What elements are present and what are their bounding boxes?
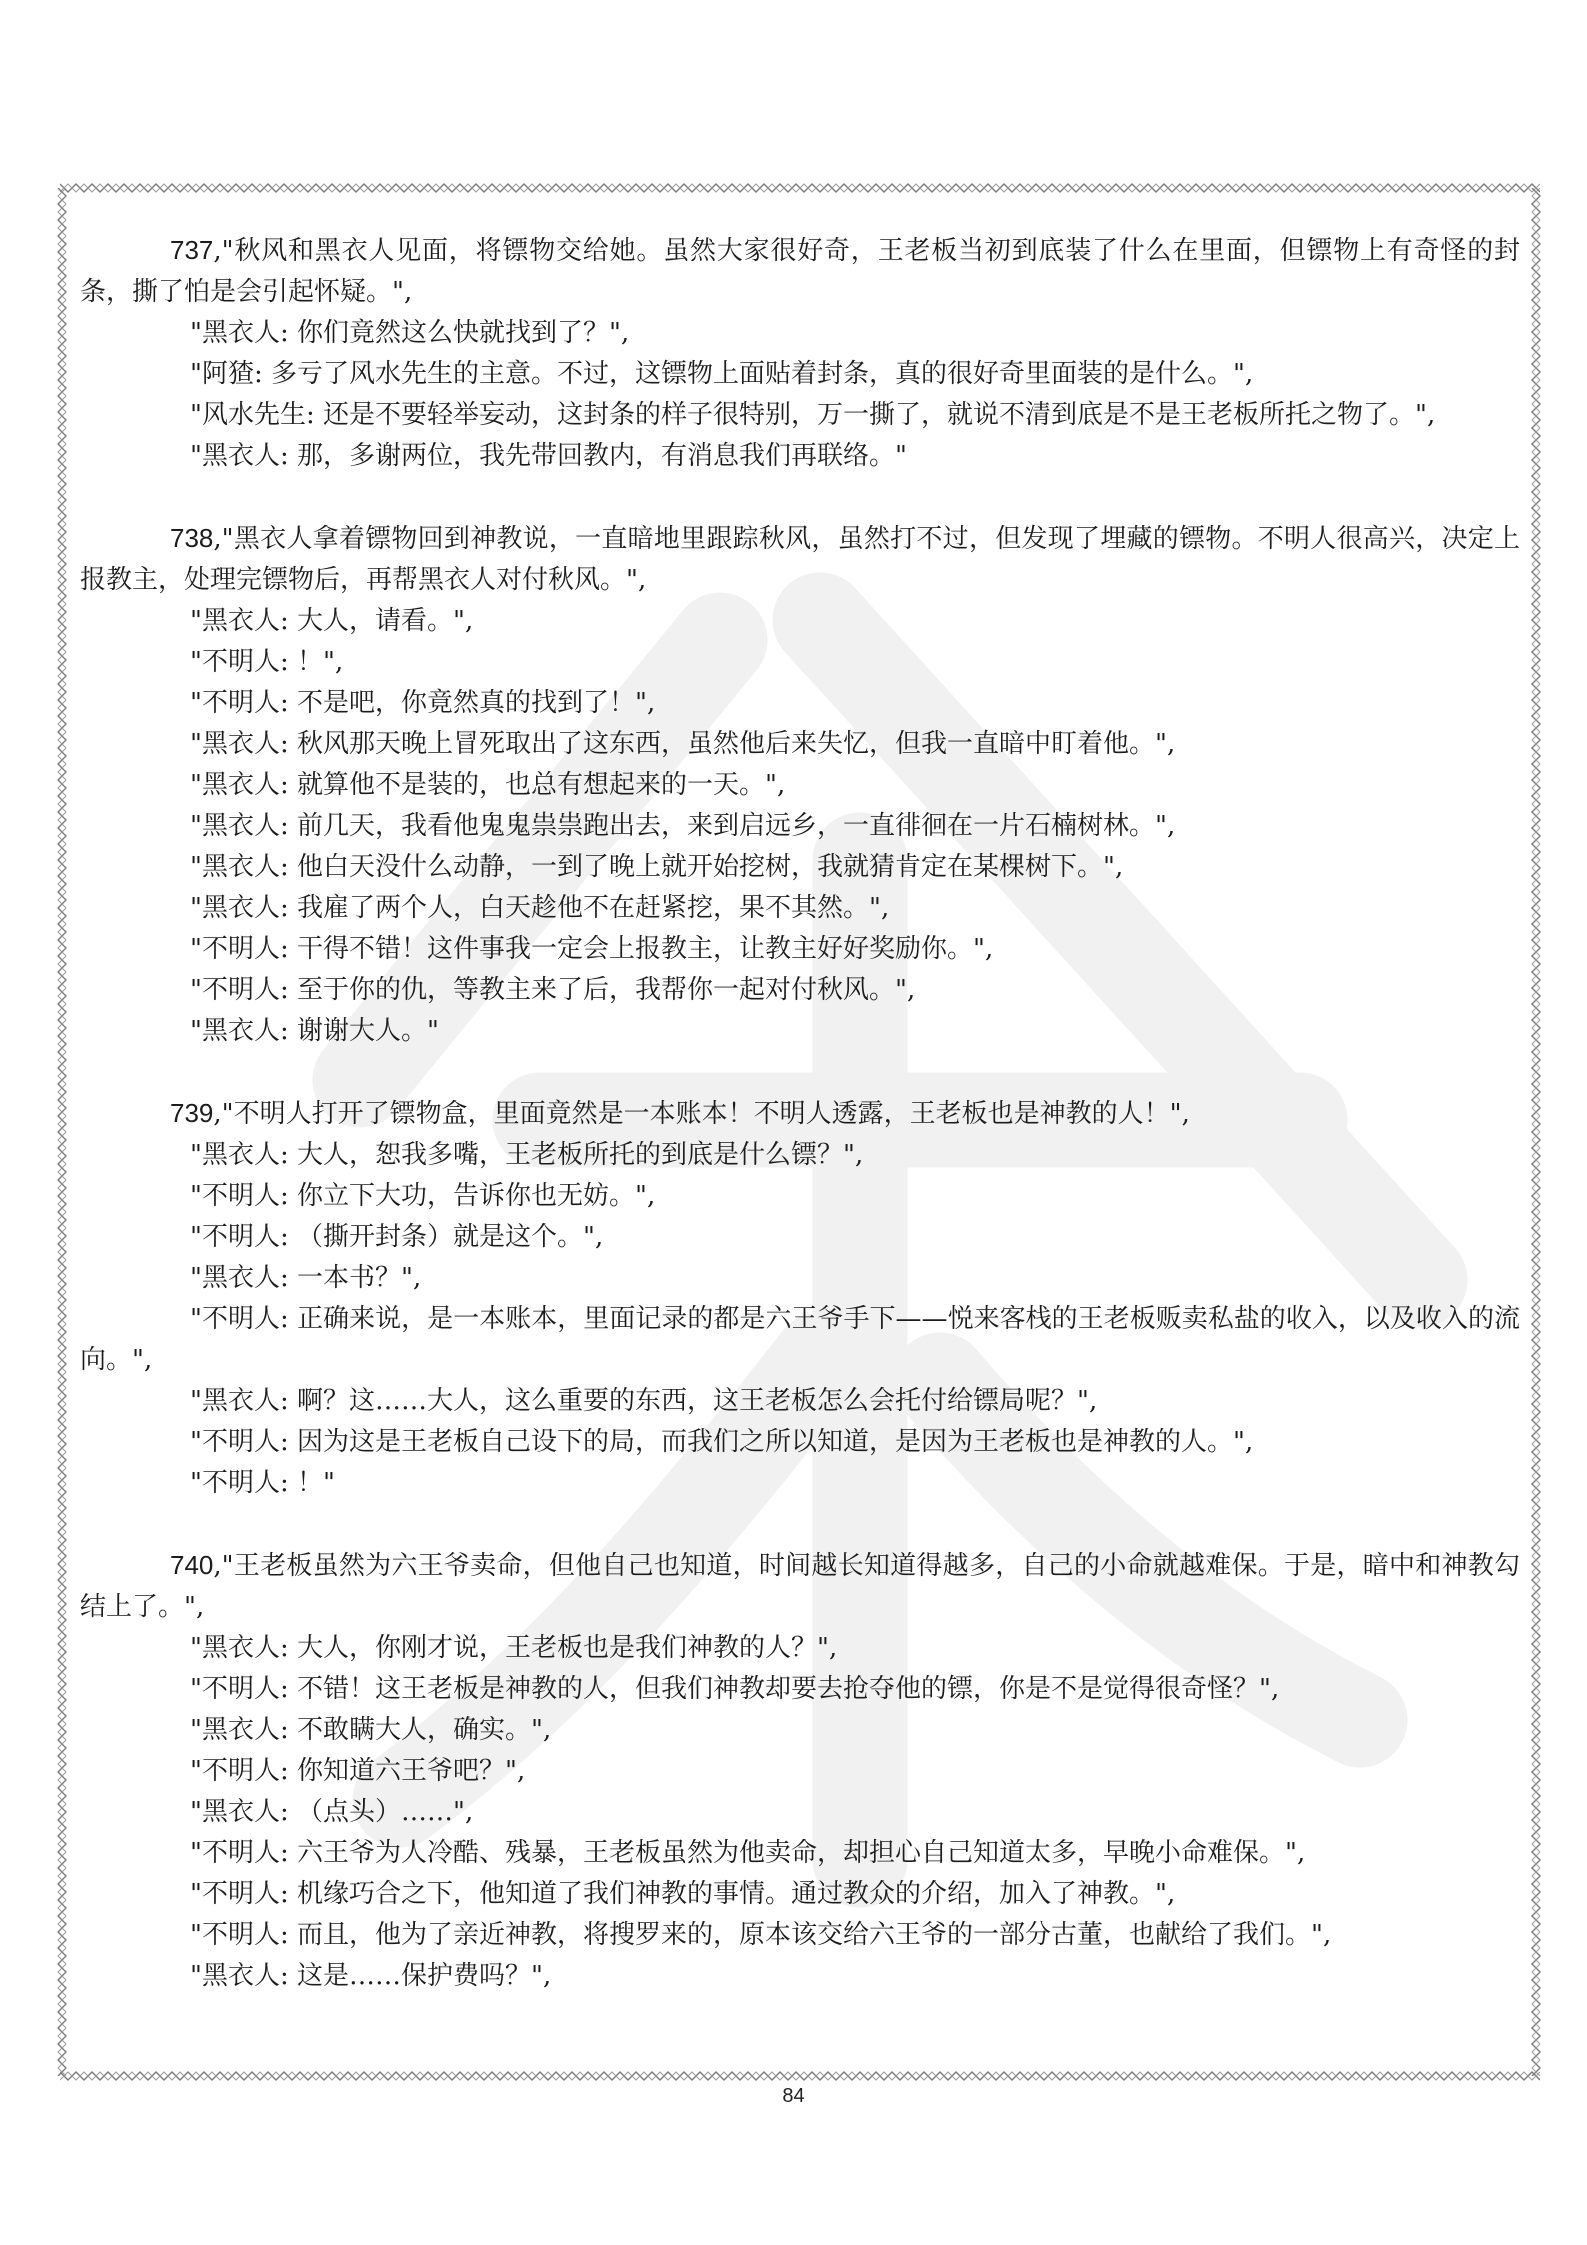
dialogue-line: "不明人: ！" — [190, 1468, 335, 1498]
dialogue-line: "黑衣人: 啊？这……大人，这么重要的东西，这王老板怎么会托付给镖局呢？", — [190, 1386, 1098, 1416]
dialogue-line: "不明人: 你立下大功，告诉你也无妨。", — [190, 1181, 656, 1211]
entry-738 — [80, 518, 1520, 1052]
dialogue-line: "不明人: 干得不错！这件事我一定会上报教主，让教主好好奖励你。", — [190, 934, 994, 964]
dialogue-line: "黑衣人: 这是……保护费吗？", — [190, 1961, 552, 1991]
dialogue-line: "不明人: 而且，他为了亲近神教，将搜罗来的，原本该交给六王爷的一部分古董，也献给了我们。", — [190, 1920, 1332, 1950]
entry-number: 738 — [170, 523, 214, 553]
dialogue-line: "黑衣人: 谢谢大人。" — [190, 1016, 439, 1046]
entry-number: 740 — [170, 1550, 214, 1580]
border-bottom — [60, 2070, 1540, 2084]
entry-739 — [80, 1093, 1520, 1504]
dialogue-line: "黑衣人: 秋风那天晚上冒死取出了这东西，虽然他后来失忆，但我一直暗中盯着他。", — [190, 729, 1176, 759]
dialogue-line: "不明人: 你知道六王爷吧？", — [190, 1756, 526, 1786]
border-right — [1530, 188, 1544, 2076]
entry-narration: 738,"黑衣人拿着镖物回到神教说，一直暗地里跟踪秋风，虽然打不过，但发现了埋藏的镖物。不明人很高兴，决定上报教主，处理完镖物后，再帮黑衣人对付秋风。", — [80, 523, 1520, 595]
dialogue-line: "不明人: 因为这是王老板自己设下的局，而我们之所以知道，是因为王老板也是神教的人。", — [190, 1427, 1254, 1457]
dialogue-line: "黑衣人: 大人，请看。", — [190, 606, 474, 636]
dialogue-line: "黑衣人: 他白天没什么动静，一到了晚上就开始挖树，我就猜肯定在某棵树下。", — [190, 852, 1124, 882]
dialogue-line: "黑衣人: 那，多谢两位，我先带回教内，有消息我们再联络。" — [190, 441, 907, 471]
entry-narration: 739,"不明人打开了镖物盒，里面竟然是一本账本！不明人透露，王老板也是神教的人！", — [170, 1098, 1190, 1129]
dialogue-line: "不明人: 不是吧，你竟然真的找到了！", — [190, 688, 656, 718]
dialogue-line: "黑衣人: 大人，你刚才说，王老板也是我们神教的人？", — [190, 1633, 838, 1663]
dialogue-line: "不明人: 至于你的仇，等教主来了后，我帮你一起对付秋风。", — [190, 975, 916, 1005]
border-top — [60, 182, 1540, 196]
entry-737 — [80, 230, 1520, 477]
dialogue-line: "黑衣人: 你们竟然这么快就找到了？", — [190, 318, 630, 348]
dialogue-line: "风水先生: 还是不要轻举妄动，这封条的样子很特别，万一撕了，就说不清到底是不是王老板所托之物了。", — [190, 400, 1436, 430]
dialogue-line: "黑衣人: 我雇了两个人，白天趁他不在赶紧挖，果不其然。", — [190, 893, 890, 923]
entry-number: 739 — [170, 1098, 214, 1128]
dialogue-line: "黑衣人: 一本书？", — [190, 1263, 422, 1293]
entry-narration: 737,"秋风和黑衣人见面，将镖物交给她。虽然大家很好奇，王老板当初到底装了什么在里面，但镖物上有奇怪的封条，撕了怕是会引起怀疑。", — [80, 235, 1520, 307]
dialogue-line: "黑衣人: 前几天，我看他鬼鬼祟祟跑出去，来到启远乡，一直徘徊在一片石楠树林。", — [190, 811, 1176, 841]
page-number: 84 — [782, 2085, 805, 2107]
dialogue-line: "黑衣人: （点头）……", — [190, 1797, 474, 1827]
entry-narration: 740,"王老板虽然为六王爷卖命，但他自己也知道，时间越长知道得越多，自己的小命就越难保。于是，暗中和神教勾结上了。", — [80, 1550, 1520, 1622]
dialogue-line: "不明人: 正确来说，是一本账本，里面记录的都是六王爷手下——悦来客栈的王老板贩卖私盐的收入，以及收入的流向。", — [80, 1304, 1520, 1375]
border-left — [56, 188, 70, 2076]
dialogue-line: "不明人: 六王爷为人冷酷、残暴，王老板虽然为他卖命，却担心自己知道太多，早晚小命难保。", — [190, 1838, 1306, 1868]
entry-740 — [80, 1545, 1520, 1997]
dialogue-line: "不明人: ！", — [190, 647, 344, 677]
dialogue-line: "黑衣人: 不敢瞒大人，确实。", — [190, 1715, 552, 1745]
dialogue-line: "黑衣人: 就算他不是装的，也总有想起来的一天。", — [190, 770, 786, 800]
dialogue-line: "不明人: 机缘巧合之下，他知道了我们神教的事情。通过教众的介绍，加入了神教。", — [190, 1879, 1176, 1909]
dialogue-line: "阿猹: 多亏了风水先生的主意。不过，这镖物上面贴着封条，真的很好奇里面装的是什么。", — [190, 359, 1254, 389]
document-body — [80, 230, 1520, 2038]
entry-number: 737 — [170, 235, 214, 265]
dialogue-line: "不明人: （撕开封条）就是这个。", — [190, 1222, 604, 1252]
dialogue-line: "黑衣人: 大人，恕我多嘴，王老板所托的到底是什么镖？", — [190, 1140, 864, 1170]
dialogue-line: "不明人: 不错！这王老板是神教的人，但我们神教却要去抢夺他的镖，你是不是觉得很奇怪？", — [190, 1674, 1280, 1704]
